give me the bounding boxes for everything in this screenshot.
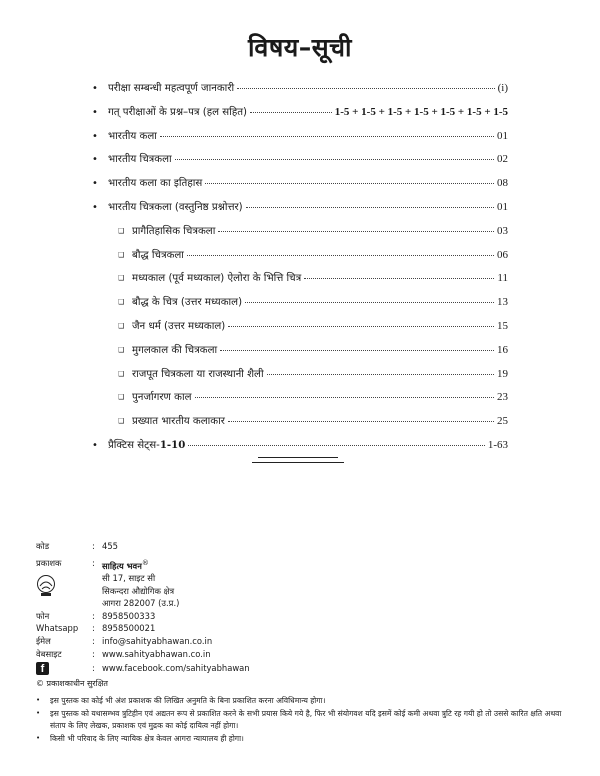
- toc-item-label: भारतीय कला का इतिहास: [108, 178, 203, 190]
- toc-page-number: 19: [497, 367, 508, 380]
- toc-page-number: (i): [497, 82, 508, 94]
- toc-item-label: प्रैक्टिस सेट्स-1-10: [108, 438, 186, 451]
- toc-item: [92, 199, 508, 223]
- bullet-icon: •: [92, 83, 98, 94]
- phone-value[interactable]: 8958500333: [102, 610, 156, 621]
- toc-item-label: मध्यकाल (पूर्व मध्यकाल) ऐलोरा के भित्ति चित्र: [132, 273, 302, 285]
- toc-item-label: परीक्षा सम्बन्धी महत्वपूर्ण जानकारी: [108, 83, 235, 94]
- toc-page-number: 01: [497, 129, 508, 142]
- facebook-row: f : www.facebook.com/sahityabhawan: [36, 662, 576, 676]
- toc-page-number: 23: [497, 391, 508, 404]
- legal-note: • इस पुस्तक को यथासम्भव त्रुटिहीन एवं अद्यतन रूप से प्रकाशित करने के सभी प्रयास किये गये है, फिर भी संयोगवश यदि इसमें कोई कमी अथवा त्रुटि रह गयी हो तो उससे कारित क्षति अथवा संताप के लिए लेखक, प्रकाशक एवं मुद्रक का कोई दायित्व नहीं होगा।: [36, 709, 562, 730]
- toc-page-number: 11: [497, 272, 508, 285]
- toc-item-label: जैन धर्म (उत्तर मध्यकाल): [132, 320, 226, 332]
- toc-page-number: 1-63: [487, 438, 508, 451]
- toc-subitem: [92, 413, 508, 437]
- dot-leader: [237, 87, 494, 89]
- address-line: सिकन्दरा औद्योगिक क्षेत्र: [102, 585, 175, 596]
- email-link[interactable]: info@sahityabhawan.co.in: [102, 635, 213, 646]
- dot-leader: [267, 373, 494, 375]
- code-row: कोड : 455: [36, 540, 576, 553]
- toc-subitem: [92, 318, 508, 342]
- toc-subitem: [92, 270, 508, 294]
- toc-item-label: राजपूत चित्रकला या राजस्थानी शैली: [132, 368, 264, 380]
- code-label: कोड: [36, 541, 50, 551]
- toc-item: [92, 80, 508, 104]
- toc-item-label: बौद्ध के चित्र (उत्तर मध्यकाल): [132, 297, 243, 309]
- separator-line: [258, 457, 338, 458]
- bullet-icon: •: [92, 201, 98, 213]
- dot-leader: [246, 206, 494, 208]
- bullet-icon: •: [92, 439, 98, 451]
- dot-leader: [245, 301, 494, 303]
- dot-leader: [220, 349, 494, 351]
- dot-leader: [205, 182, 494, 184]
- bullet-icon: •: [92, 154, 98, 166]
- phone-row: फोन : 8958500333: [36, 610, 576, 623]
- toc-page-number: 06: [497, 248, 508, 261]
- whatsapp-row: Whatsapp : 8958500021: [36, 622, 576, 635]
- checkbox-bullet-icon: ❑: [118, 274, 125, 283]
- toc-page-number: 01: [497, 200, 508, 213]
- toc-item-label: प्रागैतिहासिक चित्रकला: [132, 225, 216, 237]
- address-line: सी 17, साइट सी: [102, 572, 156, 583]
- registered-mark: ®: [141, 558, 149, 567]
- email-label: ईमेल: [36, 635, 51, 646]
- dot-leader: [218, 230, 494, 232]
- toc-item-label: गत् परीक्षाओं के प्रश्न–पत्र (हल सहित): [108, 106, 248, 118]
- separator-line: [252, 462, 344, 463]
- toc-page-number: 25: [497, 415, 508, 428]
- toc-item-label: बौद्ध चित्रकला: [132, 249, 184, 261]
- toc-item-label: मुगलकाल की चित्रकला: [132, 344, 218, 356]
- bullet-icon: •: [92, 106, 98, 118]
- publisher-name: साहित्य भवन: [102, 560, 142, 571]
- toc-item-label: भारतीय कला: [108, 130, 157, 142]
- legal-note: • किसी भी परिवाद के लिए न्यायिक क्षेत्र केवल आगरा न्यायालय ही होगा।: [36, 734, 244, 744]
- legal-notes: [36, 695, 576, 745]
- toc-page-number: 03: [497, 224, 508, 237]
- page-title: विषय–सूची: [247, 33, 353, 62]
- dot-leader: [175, 158, 494, 160]
- toc-page-number: 15: [497, 319, 508, 332]
- email-row: ईमेल : info@sahityabhawan.co.in: [36, 635, 576, 648]
- dot-leader: [195, 396, 494, 398]
- publisher-label: प्रकाशक: [36, 557, 62, 568]
- dot-leader: [304, 277, 494, 279]
- toc-item-label: भारतीय चित्रकला (वस्तुनिष्ठ प्रश्नोत्तर): [108, 201, 243, 213]
- toc-item-label: पुनर्जागरण काल: [132, 392, 192, 404]
- toc-item-label: भारतीय चित्रकला: [108, 154, 172, 166]
- imprint-block: [36, 540, 576, 745]
- facebook-icon: f: [36, 662, 49, 675]
- checkbox-bullet-icon: ❑: [118, 345, 125, 354]
- checkbox-bullet-icon: ❑: [118, 226, 125, 235]
- toc-subitem: [92, 223, 508, 247]
- dot-leader: [188, 444, 484, 446]
- address-line: आगरा 282007 (उ.प्र.): [102, 598, 180, 609]
- toc-subitem: [92, 366, 508, 390]
- table-of-contents: [92, 80, 508, 461]
- toc-page-number: 02: [497, 153, 508, 166]
- toc-page-number: 13: [497, 296, 508, 309]
- dot-leader: [228, 325, 494, 327]
- checkbox-bullet-icon: ❑: [118, 393, 125, 402]
- toc-page-number: 08: [497, 177, 508, 190]
- bullet-icon: •: [92, 130, 98, 142]
- dot-leader: [250, 111, 332, 113]
- dot-leader: [160, 135, 494, 137]
- toc-subitem: [92, 389, 508, 413]
- dot-leader: [187, 254, 494, 256]
- toc-item: [92, 128, 508, 152]
- publisher-logo-icon: [36, 574, 56, 598]
- copyright-notice: © प्रकाशकाधीन सुरक्षित: [36, 678, 108, 688]
- phone-label: फोन: [36, 610, 50, 621]
- whatsapp-label: Whatsapp: [36, 623, 79, 634]
- toc-subitem: [92, 247, 508, 271]
- website-label: वेबसाइट: [36, 648, 62, 659]
- bullet-icon: •: [92, 178, 98, 190]
- toc-item-label: प्रख्यात भारतीय कलाकार: [132, 416, 225, 428]
- checkbox-bullet-icon: ❑: [118, 321, 125, 330]
- checkbox-bullet-icon: ❑: [118, 250, 125, 259]
- whatsapp-value[interactable]: 8958500021: [102, 623, 156, 634]
- toc-subitem: [92, 294, 508, 318]
- toc-subitem: [92, 342, 508, 366]
- checkbox-bullet-icon: ❑: [118, 369, 125, 378]
- toc-page-number: 16: [497, 343, 508, 356]
- checkbox-bullet-icon: ❑: [118, 417, 125, 426]
- toc-item: [92, 175, 508, 199]
- toc-page-number: 1-5 + 1-5 + 1-5 + 1-5 + 1-5 + 1-5 + 1-5: [334, 105, 508, 118]
- website-row: वेबसाइट : www.sahityabhawan.co.in: [36, 648, 576, 661]
- publisher-row: प्रकाशक : साहित्य भवन®: [36, 557, 149, 571]
- toc-item: [92, 151, 508, 175]
- address-block: [36, 572, 576, 610]
- legal-note: • इस पुस्तक का कोई भी अंश प्रकाशक की लिखित अनुमति के बिना प्रकाशित करना अविधिमान्य होगा।: [36, 695, 326, 705]
- website-link[interactable]: www.sahityabhawan.co.in: [102, 648, 211, 659]
- checkbox-bullet-icon: ❑: [118, 298, 125, 307]
- facebook-link[interactable]: www.facebook.com/sahityabhawan: [102, 663, 250, 674]
- dot-leader: [228, 420, 494, 422]
- toc-item: [92, 104, 508, 128]
- code-value: 455: [102, 541, 118, 551]
